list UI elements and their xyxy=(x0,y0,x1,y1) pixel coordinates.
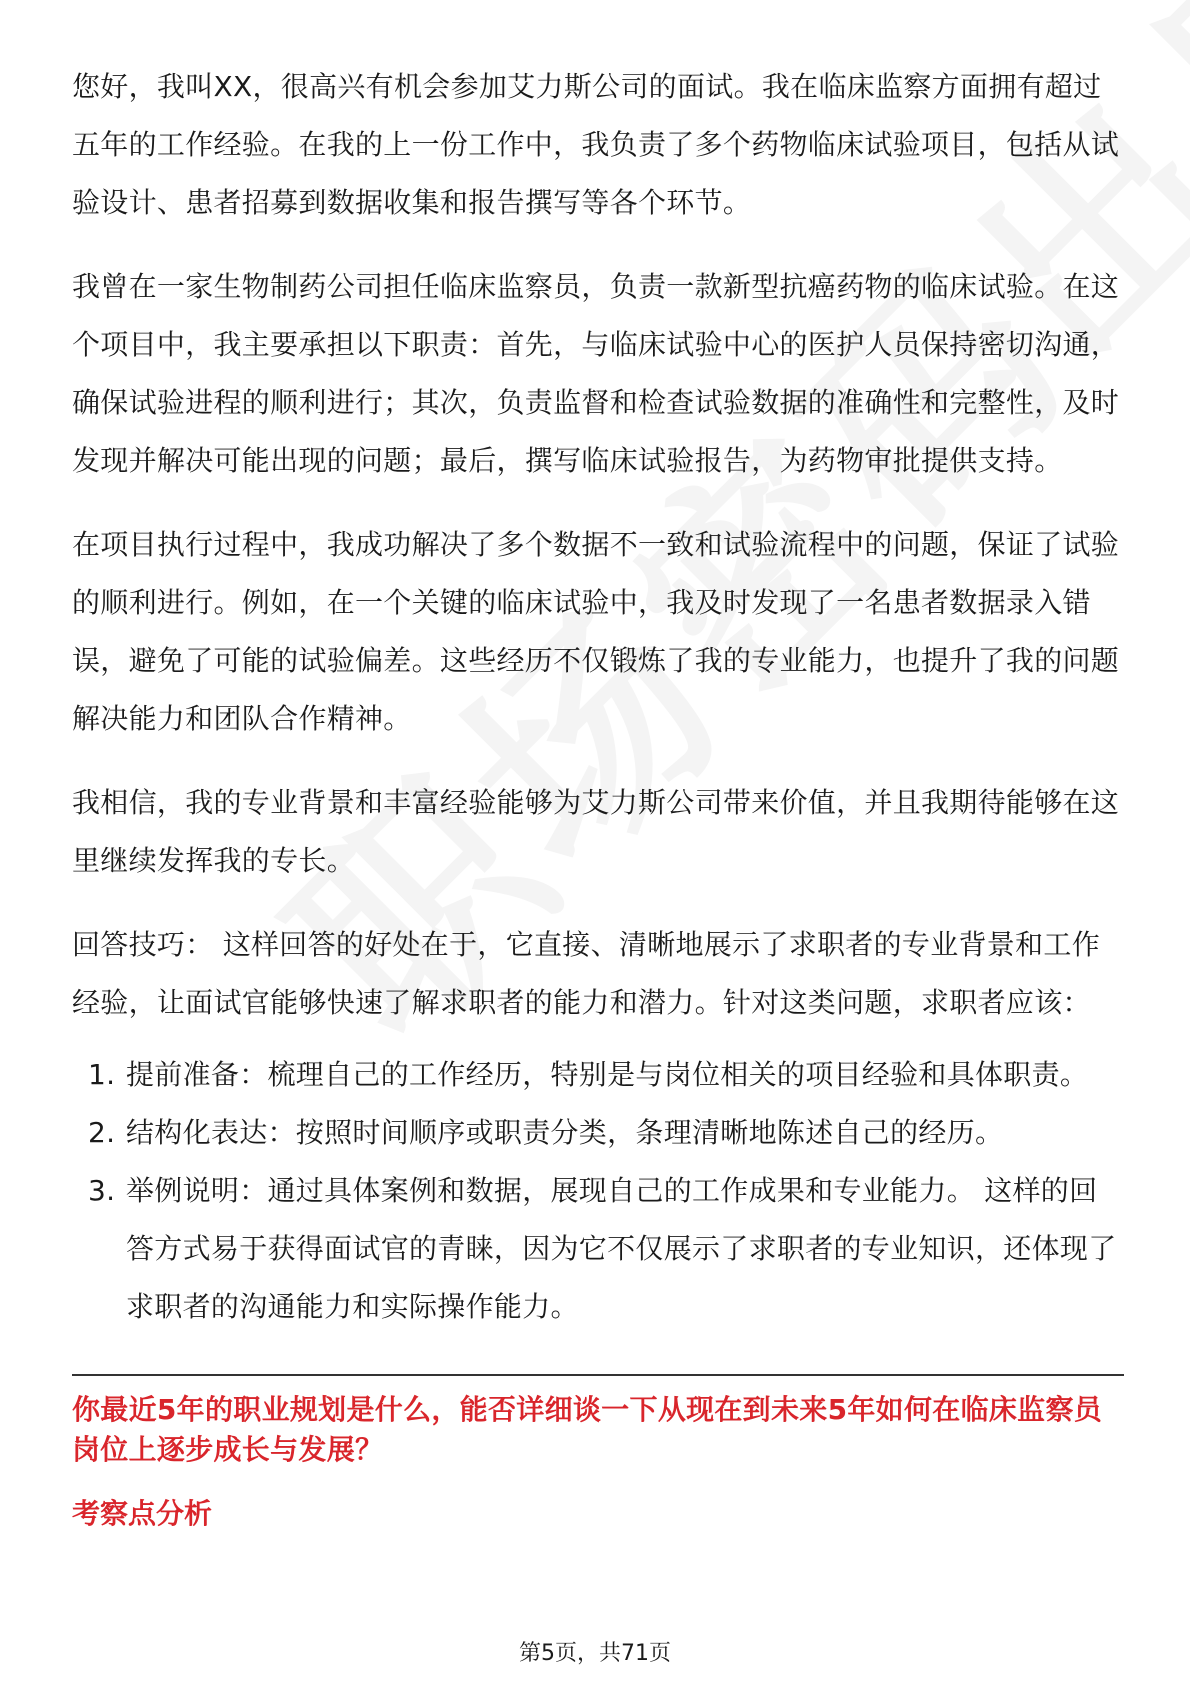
paragraph-responsibilities: 我曾在一家生物制药公司担任临床监察员，负责一款新型抗癌药物的临床试验。在这个项目中，我主要承担以下职责：首先，与临床试验中心的医护人员保持密切沟通，确保试验进程的顺利进行；其次，负责监督和检查试验数据的准确性和完整性，及时发现并解决可能出现的问题；最后，撰写临床试验报告，为药物审批提供支持。 xyxy=(72,270,1120,477)
paragraph-intro: 您好，我叫XX，很高兴有机会参加艾力斯公司的面试。我在临床监察方面拥有超过五年的工作经验。在我的上一份工作中，我负责了多个药物临床试验项目，包括从试验设计、患者招募到数据收集和报告撰写等各个环节。 xyxy=(72,70,1120,219)
paragraph-closing: 我相信，我的专业背景和丰富经验能够为艾力斯公司带来价值，并且我期待能够在这里继续发挥我的专长。 xyxy=(72,786,1120,877)
answer-tips: 回答技巧： 这样回答的好处在于，它直接、清晰地展示了求职者的专业背景和工作经验，让面试官能够快速了解求职者的能力和潜力。针对这类问题，求职者应该： xyxy=(72,928,1101,1019)
list-text: 结构化表达：按照时间顺序或职责分类，条理清晰地陈述自己的经历。 xyxy=(126,1116,1004,1149)
document-body xyxy=(72,58,1124,1534)
section-divider xyxy=(72,1374,1124,1376)
paragraph-achievements: 在项目执行过程中，我成功解决了多个数据不一致和试验流程中的问题，保证了试验的顺利进行。例如，在一个关键的临床试验中，我及时发现了一名患者数据录入错误，避免了可能的试验偏差。这些经历不仅锻炼了我的专业能力，也提升了我的问题解决能力和团队合作精神。 xyxy=(72,528,1120,735)
question-heading: 你最近5年的职业规划是什么，能否详细谈一下从现在到未来5年如何在临床监察员岗位上逐步成长与发展？ xyxy=(72,1393,1103,1466)
list-number: 2. xyxy=(88,1116,116,1149)
analysis-heading: 考察点分析 xyxy=(72,1497,213,1530)
list-item xyxy=(72,1162,1124,1336)
list-item xyxy=(72,1046,1124,1104)
list-text: 提前准备：梳理自己的工作经历，特别是与岗位相关的项目经验和具体职责。 xyxy=(126,1058,1089,1091)
list-number: 1. xyxy=(88,1058,116,1091)
tips-list xyxy=(72,1046,1124,1336)
list-number: 3. xyxy=(88,1174,116,1207)
page-number: 第5页，共71页 xyxy=(519,1641,671,1666)
list-text: 举例说明：通过具体案例和数据，展现自己的工作成果和专业能力。 这样的回答方式易于获得面试官的青睐，因为它不仅展示了求职者的专业知识，还体现了求职者的沟通能力和实际操作能力。 xyxy=(126,1174,1117,1323)
list-item xyxy=(72,1104,1124,1162)
